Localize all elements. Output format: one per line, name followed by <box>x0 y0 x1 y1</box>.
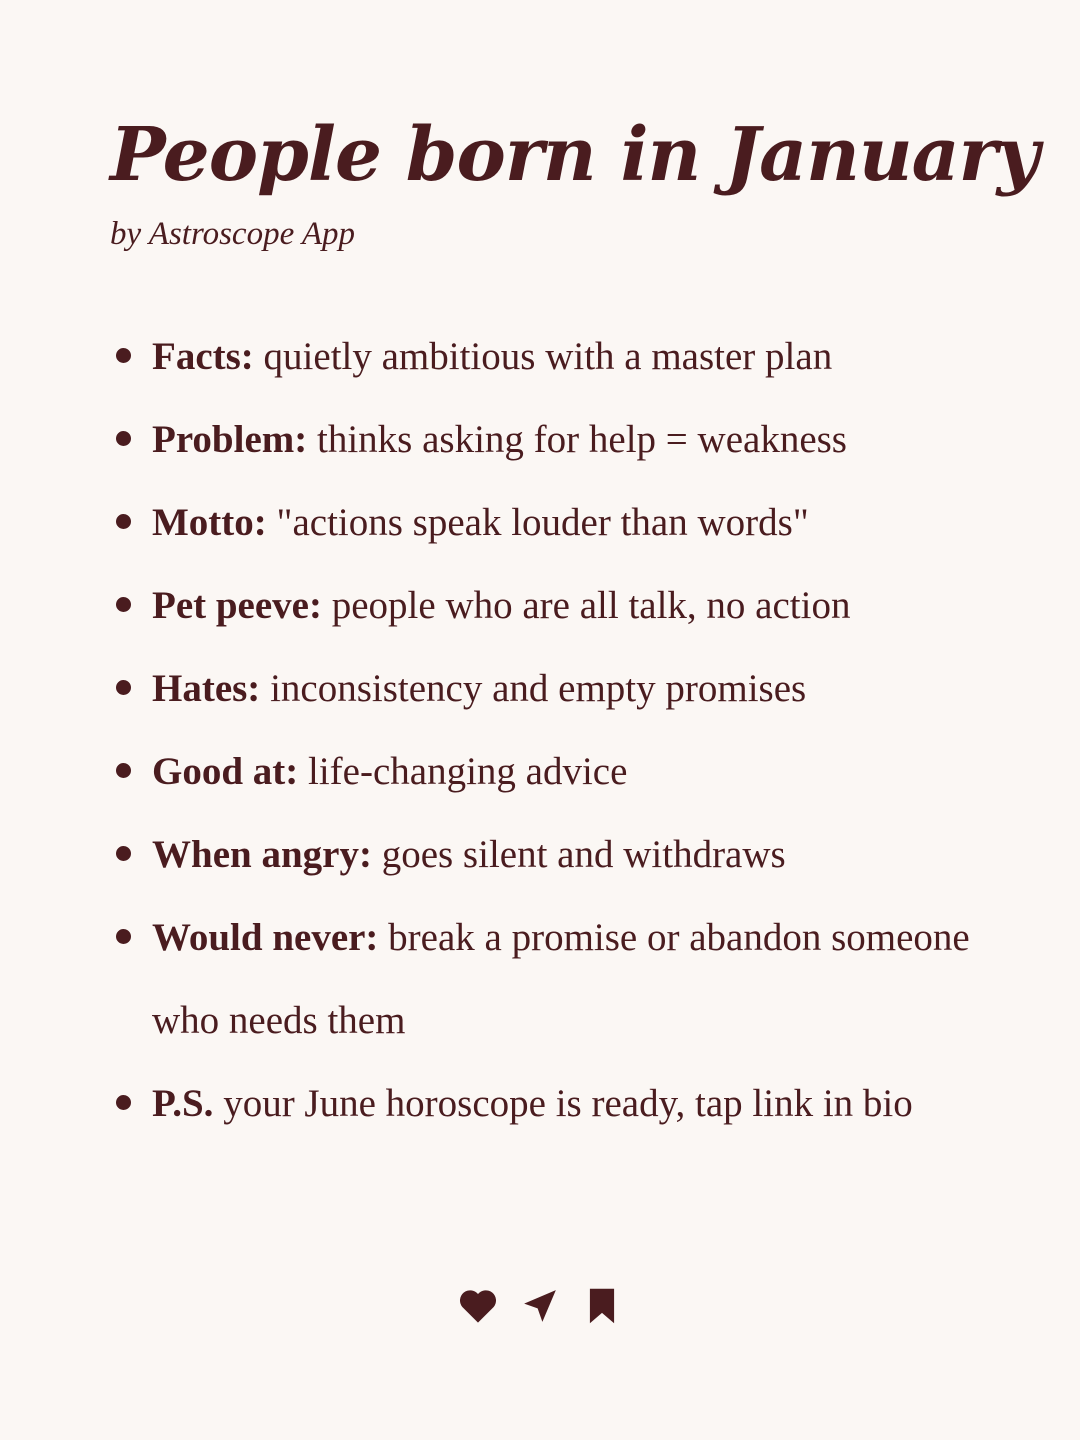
list-item <box>108 398 978 481</box>
list-item <box>108 564 978 647</box>
trait-label: Motto: <box>152 501 267 544</box>
bullet-icon <box>116 348 131 363</box>
trait-text: inconsistency and empty promises <box>260 667 807 710</box>
bullet-icon <box>116 431 131 446</box>
trait-text: people who are all talk, no action <box>321 584 851 627</box>
bullet-icon <box>116 929 131 944</box>
trait-text: thinks asking for help = weakness <box>307 418 847 461</box>
list-item <box>108 647 978 730</box>
trait-text: quietly ambitious with a master plan <box>253 335 833 378</box>
byline: by Astroscope App <box>110 216 356 252</box>
trait-label: Pet peeve: <box>152 584 322 627</box>
list-item <box>108 813 978 896</box>
list-item <box>108 896 978 1062</box>
bullet-icon <box>116 597 131 612</box>
trait-label: Good at: <box>152 750 299 793</box>
trait-label: Facts: <box>152 335 254 378</box>
list-item <box>108 1062 978 1145</box>
bullet-icon <box>116 763 131 778</box>
bullet-icon <box>116 1095 131 1110</box>
trait-text: life-changing advice <box>298 750 628 793</box>
trait-label: Hates: <box>152 667 261 710</box>
bullet-icon <box>116 680 131 695</box>
trait-text: break a promise or abandon someone who needs them <box>152 916 970 1042</box>
trait-label: P.S. <box>152 1082 214 1125</box>
list-item <box>108 315 978 398</box>
page-title: People born in January <box>110 112 1039 198</box>
traits-list <box>108 315 978 1145</box>
trait-label: Problem: <box>152 418 308 461</box>
trait-text: goes silent and withdraws <box>371 833 786 876</box>
bullet-icon <box>116 514 131 529</box>
trait-label: When angry: <box>152 833 372 876</box>
list-item <box>108 481 978 564</box>
heart-icon[interactable] <box>458 1286 498 1326</box>
trait-label: Would never: <box>152 916 379 959</box>
list-item <box>108 730 978 813</box>
bookmark-icon[interactable] <box>582 1286 622 1326</box>
trait-text: "actions speak louder than words" <box>266 501 809 544</box>
action-icons <box>0 1284 1080 1328</box>
trait-text: your June horoscope is ready, tap link in bio <box>213 1082 913 1125</box>
bullet-icon <box>116 846 131 861</box>
send-icon[interactable] <box>520 1286 560 1326</box>
